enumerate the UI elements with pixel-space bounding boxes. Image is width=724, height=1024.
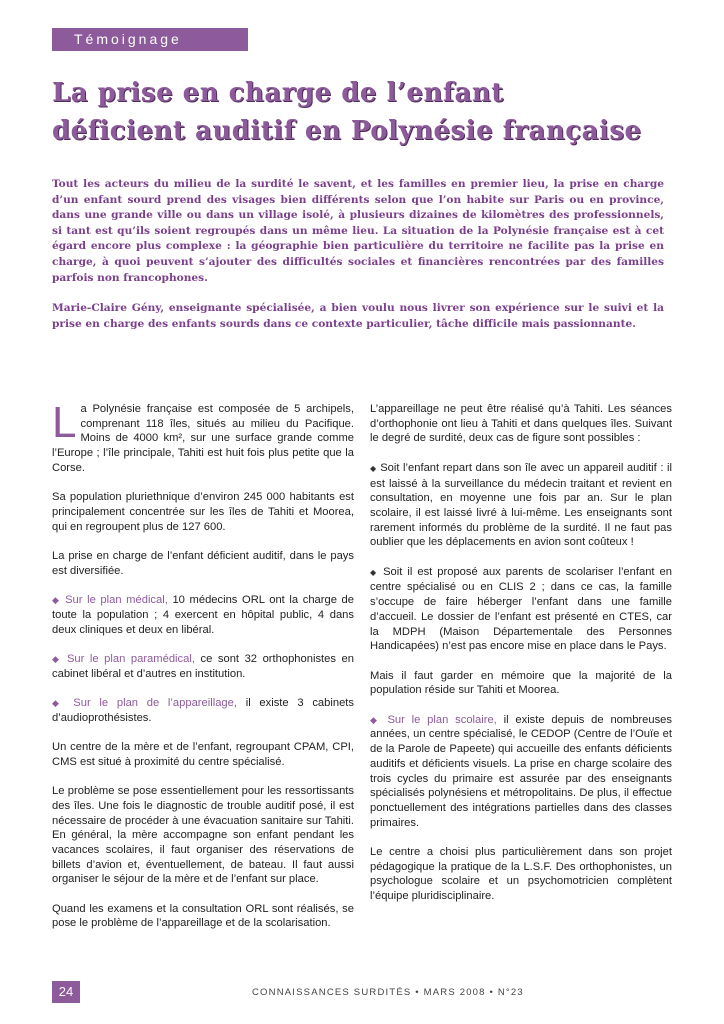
left-paragraph-1-text: a Polynésie française est composée de 5 archipels, comprenant 118 îles, situés au milieu du Pacifique. Moins de 4000 km², sur une surface grande comme l’Europe ; l’île principale, Tahiti est huit fois plus petite que la Corse. xyxy=(52,403,354,474)
case-1-text: Soit l’enfant repart dans son île avec un appareil auditif : il est laissé à la surveillance du médecin traitant et revient en consultation, en moyenne une fois par an. Sur le plan scolaire, il est laissé livré à lui-même. Les enseignants sont rarement informés du problème de la surdité. Il ne faut pas oublier que les déplacements en avion sont coûteux ! xyxy=(370,461,673,549)
left-paragraph-1 xyxy=(52,398,354,476)
article-intro xyxy=(52,177,664,332)
scolaire-text: il existe depuis de nombreuses années, un centre spécialisé, le CEDOP (Centre de l’Ouïe et de la Parole de Papeete) qui accueille des enfants déficients auditifs et déficients visuels. La prise en charge scolaire des trois cycles du primaire est assurée par des enseignants spécialisés polynésiens et métropolitains. De plus, il effectue ponctuellement des intégrations partielles dans des classes primaires. xyxy=(370,713,673,829)
scolaire-label: Sur le plan scolaire, xyxy=(387,713,497,726)
intro-paragraph-2: Marie-Claire Gény, enseignante spécialisée, a bien voulu nous livrer son expérience sur le suivi et la prise en charge des enfants sourds dans ce contexte particulier, tâche difficile mais passionnante. xyxy=(52,302,664,330)
appareillage-paragraph xyxy=(52,696,354,725)
left-column xyxy=(52,398,354,946)
diamond-bullet-icon: ◆ xyxy=(52,697,65,708)
case-1-paragraph xyxy=(370,461,672,550)
medical-text: 10 médecins ORL ont la charge de toute la population ; 4 exercent en hôpital public, 4 dans deux cliniques et deux en libéral. xyxy=(52,594,354,636)
article-title-line-1: La prise en charge de l’enfant xyxy=(52,78,504,108)
dropcap-letter: L xyxy=(52,398,77,447)
diamond-bullet-icon: ◆ xyxy=(370,463,377,473)
right-paragraph-3: Le centre a choisi plus particulièrement dans son projet pédagogique la pratique de la L.S.F. Des orthophonistes, un psychologue scolaire et un psychomotricien complètent l’équipe pluridisciplinaire. xyxy=(370,846,672,903)
left-paragraph-3: La prise en charge de l’enfant déficient auditif, dans le pays est diversifiée. xyxy=(52,550,354,577)
paramedical-label: Sur le plan paramédical, xyxy=(66,652,195,665)
article-title xyxy=(52,74,692,150)
paramedical-text: ce sont 32 orthophonistes en cabinet libéral et d’autres en institution. xyxy=(52,652,354,680)
left-paragraph-4: Un centre de la mère et de l’enfant, regroupant CPAM, CPI, CMS est situé à proximité du centre spécialisé. xyxy=(52,741,354,768)
diamond-bullet-icon: ◆ xyxy=(52,653,62,664)
left-paragraph-2: Sa population pluriethnique d’environ 245 000 habitants est principalement concentrée sur les îles de Tahiti et Moorea, qui en regroupent plus de 127 600. xyxy=(52,491,354,533)
medical-label: Sur le plan médical, xyxy=(65,594,168,607)
page-number: 24 xyxy=(52,981,80,1003)
right-column xyxy=(370,402,672,919)
medical-paragraph xyxy=(52,593,354,637)
journal-footer: CONNAISSANCES SURDITÉS • MARS 2008 • N°23 xyxy=(252,987,524,998)
diamond-bullet-icon: ◆ xyxy=(370,714,381,725)
right-paragraph-2: Mais il faut garder en mémoire que la majorité de la population réside sur Tahiti et Moorea. xyxy=(370,669,672,697)
article-title-line-2: déficient auditif en Polynésie française xyxy=(52,116,642,146)
appareillage-label: Sur le plan de l’appareillage, xyxy=(73,696,237,709)
appareillage-text: il existe 3 cabinets d’audioprothésistes. xyxy=(52,696,354,724)
paramedical-paragraph xyxy=(52,652,354,681)
scolaire-paragraph xyxy=(370,713,672,831)
left-paragraph-5: Le problème se pose essentiellement pour les ressortissants des îles. Une fois le diagnostic de trouble auditif posé, il est nécessaire de procéder à une évacuation sanitaire sur Tahiti. En général, la mère accompagne son enfant pendant les vacances scolaires, il faut organiser des réservations de billets d’avion et, éventuellement, de bateau. Il faut aussi organiser le séjour de la mère et de l’enfant sur place. xyxy=(52,785,354,886)
case-2-paragraph xyxy=(370,565,672,654)
right-paragraph-1: L’appareillage ne peut être réalisé qu’à Tahiti. Les séances d’orthophonie ont lieu à Tahiti et dans quelques îles. Suivant le degré de surdité, deux cas de figure sont possibles : xyxy=(370,403,672,445)
case-2-text: Soit il est proposé aux parents de scolariser l’enfant en centre spécialisé ou en CLIS 2 ; dans ce cas, la famille s’occupe de faire héberger l’enfant dans une famille d’accueil. Le dossier de l’enfant est présenté en CTES, car la MDPH (Maison Départementale des Personnes Handicapées) n’est pas encore mise en place dans le Pays. xyxy=(370,565,672,653)
left-paragraph-6: Quand les examens et la consultation ORL sont réalisés, se pose le problème de l’appareillage et de la scolarisation. xyxy=(52,902,354,930)
diamond-bullet-icon: ◆ xyxy=(52,595,61,606)
intro-paragraph-1: Tout les acteurs du milieu de la surdité le savent, et les familles en premier lieu, la prise en charge d’un enfant sourd prend des visages bien différents selon que l’on habite sur Paris ou en province, dans une grande ville ou dans un village isolé, à plusieurs dizaines de kilomètres des professionnels, si tant est qu’ils soient regroupés dans un même lieu. La situation de la Polynésie française est à cet égard encore plus complexe : la géographie bien particulière du territoire ne facilite pas la prise en charge, à quoi peuvent s’ajouter des difficultés sociales et financières rencontrées par des familles parfois non francophones. xyxy=(52,178,664,284)
section-tag: Témoignage xyxy=(52,28,248,51)
diamond-bullet-icon: ◆ xyxy=(370,567,379,577)
